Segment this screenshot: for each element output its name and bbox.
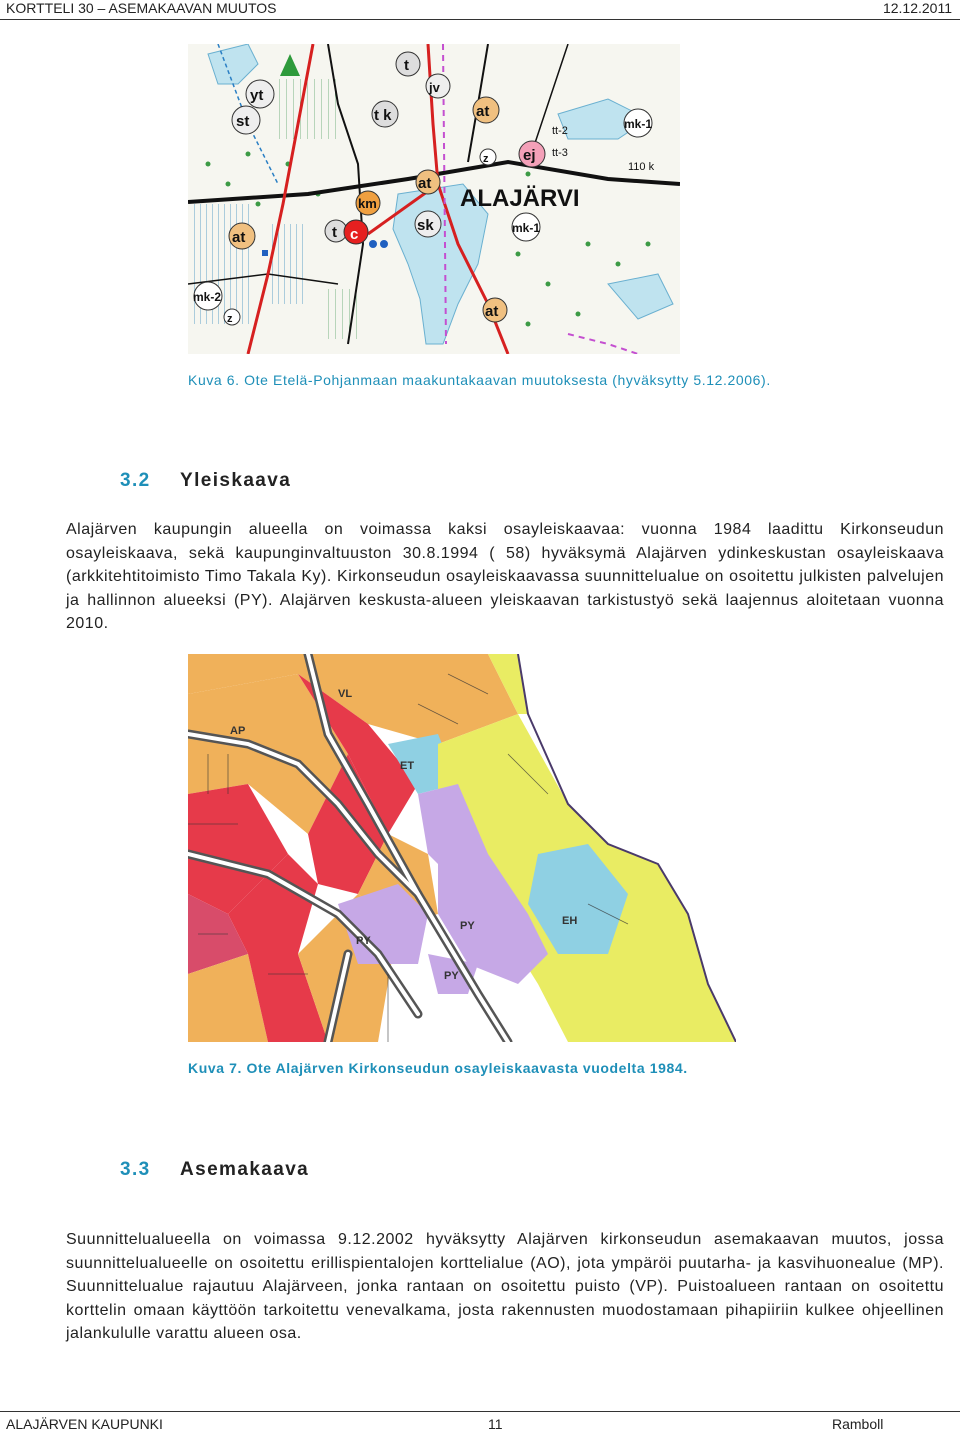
section-heading-3-2 xyxy=(120,470,291,492)
section-title: Asemakaava xyxy=(180,1159,310,1180)
figure2-caption-prefix: Kuva 7. xyxy=(188,1060,242,1076)
map-label-at2: at xyxy=(418,175,432,192)
map-label-jv: jv xyxy=(429,80,440,95)
section-number: 3.3 xyxy=(120,1159,151,1180)
section32-paragraph: Alajärven kaupungin alueella on voimassa kaksi osayleiskaavaa: vuonna 1984 laadittu Kirkonseudun osayleiskaava, sekä kaupunginvaltuuston 30.8.1994 ( 58) hyväksymä Alajärven ydinkeskustan osayleiskaava (arkkitehtitoimisto Timo Takala Ky). Kirkonseudun osayleiskaavassa suunnittelualue on osoitettu julkisten palvelujen ja hallinnon alueeksi (PY). Alajärven keskusta-alueen yleiskaavan tarkistustyö sekä laajennus aloitetaan vuonna 2010. xyxy=(66,521,944,633)
header-title: KORTTELI 30 – ASEMAKAAVAN MUUTOS xyxy=(6,0,277,16)
map-label-z2: z xyxy=(227,313,233,325)
figure2-caption xyxy=(188,1060,688,1076)
page-header xyxy=(0,0,960,18)
map-label-st: st xyxy=(236,113,250,130)
figure2-caption-text: Ote Alajärven Kirkonseudun osayleiskaavasta vuodelta 1984. xyxy=(242,1060,688,1076)
map-label-at3: at xyxy=(232,229,246,246)
map-label-sk: sk xyxy=(417,217,434,234)
footer-company: Ramboll xyxy=(832,1416,884,1432)
map-label-yt: yt xyxy=(250,87,264,104)
map-label-t2: t xyxy=(332,224,337,241)
map-label-alajarvi: ALAJÄRVI xyxy=(460,185,580,212)
section-heading-3-3 xyxy=(120,1159,309,1181)
map-label-z1: z xyxy=(483,153,489,165)
map-label-at4: at xyxy=(485,303,499,320)
header-date: 12.12.2011 xyxy=(882,0,952,16)
map-label-t1: t xyxy=(404,57,409,74)
section-number: 3.2 xyxy=(120,470,151,491)
map-label-mk1a: mk-1 xyxy=(624,117,653,131)
figure1-caption: Kuva 6. Ote Etelä-Pohjanmaan maakuntakaavan muutoksesta (hyväksytty 5.12.2006). xyxy=(188,372,771,388)
map-label-et: ET xyxy=(400,760,415,772)
map-label-eh: EH xyxy=(562,915,578,927)
map-label-py3: PY xyxy=(444,970,459,982)
map-label-tt2: tt-2 xyxy=(552,125,568,137)
map-label-ap: AP xyxy=(230,725,246,737)
map-label-mk1b: mk-1 xyxy=(512,221,541,235)
section-title: Yleiskaava xyxy=(180,470,292,491)
map-label-tt3: tt-3 xyxy=(552,147,568,159)
footer-divider xyxy=(0,1411,960,1412)
section33-paragraph: Suunnittelualueella on voimassa 9.12.2002 hyväksytty Alajärven kirkonseudun asemakaavan muutos, jossa suunnittelualueelle on osoitettu erillispientalojen korttelialue (AO), jota ympäröi puutarha- ja kasvihuonealue (MP). Suunnittelualue rajautuu Alajärveen, jonka rantaan on osoitettu puisto (VP). Puistoalueen rantaan on osoitettu korttelin omaan käyttöön tarkoitettu venevalkama, josta rakennusten muodostamaan pihapiiriin kulkee ohjeellinen jalankululle varattu alueen osa. xyxy=(66,1231,944,1343)
map-label-py1: PY xyxy=(356,935,371,947)
map-label-km: km xyxy=(358,196,377,211)
map-label-ej: ej xyxy=(523,147,536,164)
map-label-vl: VL xyxy=(338,688,353,700)
page-number: 11 xyxy=(488,1416,503,1432)
header-divider xyxy=(0,19,960,20)
map-label-at1: at xyxy=(476,103,490,120)
map-label-mk2: mk-2 xyxy=(193,290,222,304)
master-plan-map xyxy=(188,654,736,1042)
map-label-tk: t k xyxy=(374,107,392,124)
map-label-road: 110 k xyxy=(628,161,655,173)
map-label-c: c xyxy=(350,226,359,243)
footer-organization: ALAJÄRVEN KAUPUNKI xyxy=(6,1416,163,1432)
map-label-py2: PY xyxy=(460,920,475,932)
regional-plan-map xyxy=(188,44,680,354)
